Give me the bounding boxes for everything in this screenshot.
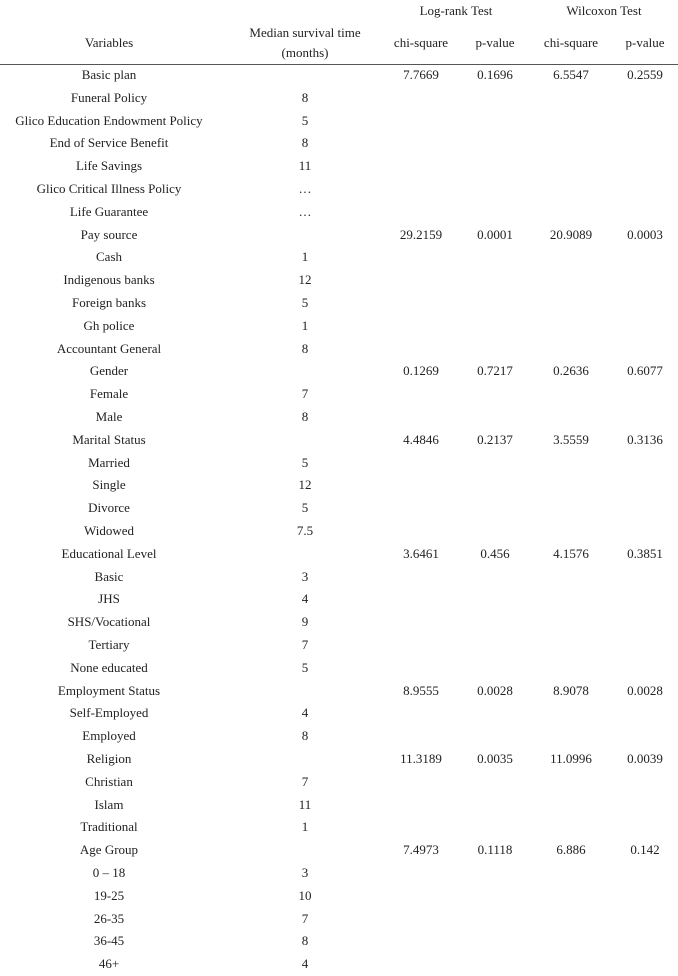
- wilcoxon-chi-square-cell: 3.5559: [553, 431, 589, 447]
- table-row: [0, 452, 678, 474]
- table-row: [0, 155, 678, 177]
- header-median-line2: (months): [281, 45, 329, 60]
- median-cell: …: [298, 181, 312, 196]
- wilcoxon-p-value-cell: 0.6077: [627, 363, 663, 379]
- variable-cell: Married: [88, 454, 130, 470]
- wilcoxon-p-value-cell: 0.2559: [627, 67, 663, 82]
- median-cell: 7: [301, 910, 309, 926]
- variable-cell: Indigenous banks: [63, 272, 155, 288]
- median-cell: 3: [301, 865, 309, 880]
- median-cell: 4: [301, 705, 309, 721]
- median-cell: 12: [298, 272, 312, 288]
- table-row: [0, 474, 678, 496]
- median-cell: 4: [301, 591, 309, 607]
- table-row: [0, 634, 678, 656]
- table-row: [0, 132, 678, 154]
- variable-cell: Religion: [86, 751, 132, 766]
- table-row: [0, 87, 678, 109]
- table-row: [0, 315, 678, 337]
- variable-cell: Basic plan: [81, 67, 137, 82]
- variable-cell: JHS: [98, 591, 120, 607]
- table-row: [0, 110, 678, 132]
- table-row: [0, 839, 678, 861]
- wilcoxon-p-value-cell: 0.0003: [627, 226, 663, 242]
- variable-cell: Life Savings: [75, 158, 143, 174]
- wilcoxon-p-value-cell: 0.0039: [627, 751, 663, 766]
- wilcoxon-p-value-cell: 0.0028: [627, 682, 663, 698]
- logrank-p-value-cell: 0.1118: [477, 842, 513, 858]
- table-row: [0, 908, 678, 930]
- variable-cell: Age Group: [79, 842, 139, 858]
- variable-cell: Islam: [94, 796, 124, 812]
- variable-cell: Glico Critical Illness Policy: [36, 181, 182, 196]
- variable-cell: Gh police: [83, 317, 135, 333]
- variable-cell: Divorce: [88, 500, 130, 516]
- median-cell: 4: [301, 956, 309, 972]
- wilcoxon-chi-square-cell: 0.2636: [553, 363, 589, 379]
- header-logrank-p-value: p-value: [475, 35, 515, 50]
- median-cell: 1: [301, 317, 309, 333]
- variable-cell: 19-25: [93, 887, 125, 903]
- variable-cell: Widowed: [83, 523, 135, 538]
- header-wilcoxon-p-value: p-value: [625, 35, 665, 50]
- variable-cell: Marital Status: [72, 431, 146, 447]
- table-row: [0, 702, 678, 724]
- median-cell: 7: [301, 386, 309, 402]
- header-logrank: Log-rank Test: [419, 3, 493, 18]
- median-cell: 8: [301, 340, 309, 356]
- median-cell: 5: [301, 659, 309, 675]
- wilcoxon-chi-square-cell: 6.5547: [553, 67, 589, 82]
- median-cell: 8: [301, 933, 309, 949]
- median-cell: 1: [301, 819, 309, 835]
- variable-cell: End of Service Benefit: [49, 135, 169, 151]
- table-row: [0, 520, 678, 542]
- median-cell: 8: [301, 728, 309, 744]
- variable-cell: Christian: [85, 773, 133, 789]
- median-cell: 7.5: [296, 523, 314, 538]
- header-wilcoxon: Wilcoxon Test: [566, 3, 642, 18]
- variable-cell: 0 – 18: [92, 865, 126, 880]
- variable-cell: Glico Education Endowment Policy: [15, 112, 203, 128]
- variable-cell: Gender: [89, 363, 129, 379]
- median-cell: 12: [298, 477, 312, 493]
- table-row: [0, 885, 678, 907]
- header-wilcoxon-chi-square: chi-square: [543, 35, 599, 50]
- variable-cell: Employed: [82, 728, 136, 744]
- table-row: [0, 771, 678, 793]
- table-row: [0, 246, 678, 268]
- variable-cell: Employment Status: [57, 682, 161, 698]
- logrank-chi-square-cell: 4.4846: [403, 431, 439, 447]
- median-cell: 10: [298, 887, 312, 903]
- variable-cell: Funeral Policy: [70, 89, 148, 105]
- table-row: [0, 543, 678, 565]
- table-row: [0, 201, 678, 223]
- median-cell: 5: [301, 454, 309, 470]
- table-row: [0, 566, 678, 588]
- median-cell: 11: [298, 796, 312, 812]
- median-cell: 5: [301, 112, 309, 128]
- wilcoxon-p-value-cell: 0.3136: [627, 431, 663, 447]
- median-cell: 5: [301, 500, 309, 516]
- median-cell: 11: [298, 158, 312, 174]
- table-row: [0, 794, 678, 816]
- table-row: [0, 360, 678, 382]
- table-row: [0, 497, 678, 519]
- table-row: [0, 953, 678, 975]
- variable-cell: Tertiary: [88, 637, 130, 652]
- variable-cell: None educated: [70, 659, 148, 675]
- table-row: [0, 930, 678, 952]
- variable-cell: 36-45: [93, 933, 125, 949]
- wilcoxon-chi-square-cell: 4.1576: [553, 545, 589, 561]
- wilcoxon-p-value-cell: 0.142: [630, 842, 660, 858]
- median-cell: 5: [301, 295, 309, 310]
- variable-cell: Single: [92, 477, 126, 493]
- median-cell: 7: [301, 773, 309, 789]
- logrank-chi-square-cell: 0.1269: [403, 363, 439, 379]
- logrank-p-value-cell: 0.0035: [477, 751, 513, 766]
- variable-cell: Pay source: [80, 226, 138, 242]
- variable-cell: Male: [95, 409, 123, 424]
- table-row: [0, 406, 678, 428]
- logrank-p-value-cell: 0.0028: [477, 682, 513, 698]
- table-row: [0, 588, 678, 610]
- logrank-chi-square-cell: 3.6461: [403, 545, 439, 561]
- median-cell: 3: [301, 568, 309, 584]
- table-row: [0, 748, 678, 770]
- median-cell: 9: [301, 614, 309, 630]
- wilcoxon-chi-square-cell: 11.0996: [550, 751, 592, 766]
- variable-cell: Cash: [96, 249, 122, 265]
- table-row: [0, 429, 678, 451]
- table-row: [0, 725, 678, 747]
- table-row: [0, 680, 678, 702]
- table-row: [0, 816, 678, 838]
- wilcoxon-chi-square-cell: 6.886: [556, 842, 586, 858]
- logrank-p-value-cell: 0.456: [480, 545, 510, 561]
- logrank-chi-square-cell: 8.9555: [403, 682, 439, 698]
- table-row: [0, 64, 678, 86]
- wilcoxon-chi-square-cell: 8.9078: [553, 682, 589, 698]
- table-row: [0, 178, 678, 200]
- wilcoxon-p-value-cell: 0.3851: [627, 545, 663, 561]
- table-row: [0, 862, 678, 884]
- variable-cell: SHS/Vocational: [67, 614, 151, 630]
- header-median-line1: Median survival time: [249, 25, 361, 40]
- table-row: [0, 338, 678, 360]
- median-cell: 8: [301, 89, 309, 105]
- median-cell: 7: [301, 637, 309, 652]
- variable-cell: Basic: [94, 568, 124, 584]
- logrank-p-value-cell: 0.1696: [477, 67, 513, 82]
- variable-cell: 46+: [98, 956, 120, 972]
- logrank-chi-square-cell: 29.2159: [399, 226, 443, 242]
- variable-cell: Traditional: [80, 819, 138, 835]
- median-cell: 1: [301, 249, 309, 265]
- variable-cell: Life Guarantee: [69, 203, 149, 219]
- variable-cell: 26-35: [93, 910, 125, 926]
- median-cell: 8: [301, 135, 309, 151]
- variable-cell: Female: [89, 386, 129, 402]
- median-cell: …: [298, 203, 312, 219]
- logrank-p-value-cell: 0.7217: [477, 363, 513, 379]
- table-row: [0, 383, 678, 405]
- wilcoxon-chi-square-cell: 20.9089: [549, 226, 593, 242]
- variable-cell: Educational Level: [61, 545, 157, 561]
- variable-cell: Foreign banks: [71, 295, 147, 310]
- logrank-p-value-cell: 0.2137: [477, 431, 513, 447]
- table-row: [0, 292, 678, 314]
- logrank-chi-square-cell: 7.7669: [403, 67, 439, 82]
- table-row: [0, 224, 678, 246]
- logrank-chi-square-cell: 11.3189: [400, 751, 442, 766]
- median-cell: 8: [301, 409, 309, 424]
- table-row: [0, 611, 678, 633]
- header-logrank-chi-square: chi-square: [393, 35, 449, 50]
- logrank-p-value-cell: 0.0001: [477, 226, 513, 242]
- header-variables: Variables: [84, 35, 134, 50]
- variable-cell: Self-Employed: [69, 705, 149, 721]
- logrank-chi-square-cell: 7.4973: [403, 842, 439, 858]
- variable-cell: Accountant General: [56, 340, 162, 356]
- table-row: [0, 657, 678, 679]
- table-row: [0, 269, 678, 291]
